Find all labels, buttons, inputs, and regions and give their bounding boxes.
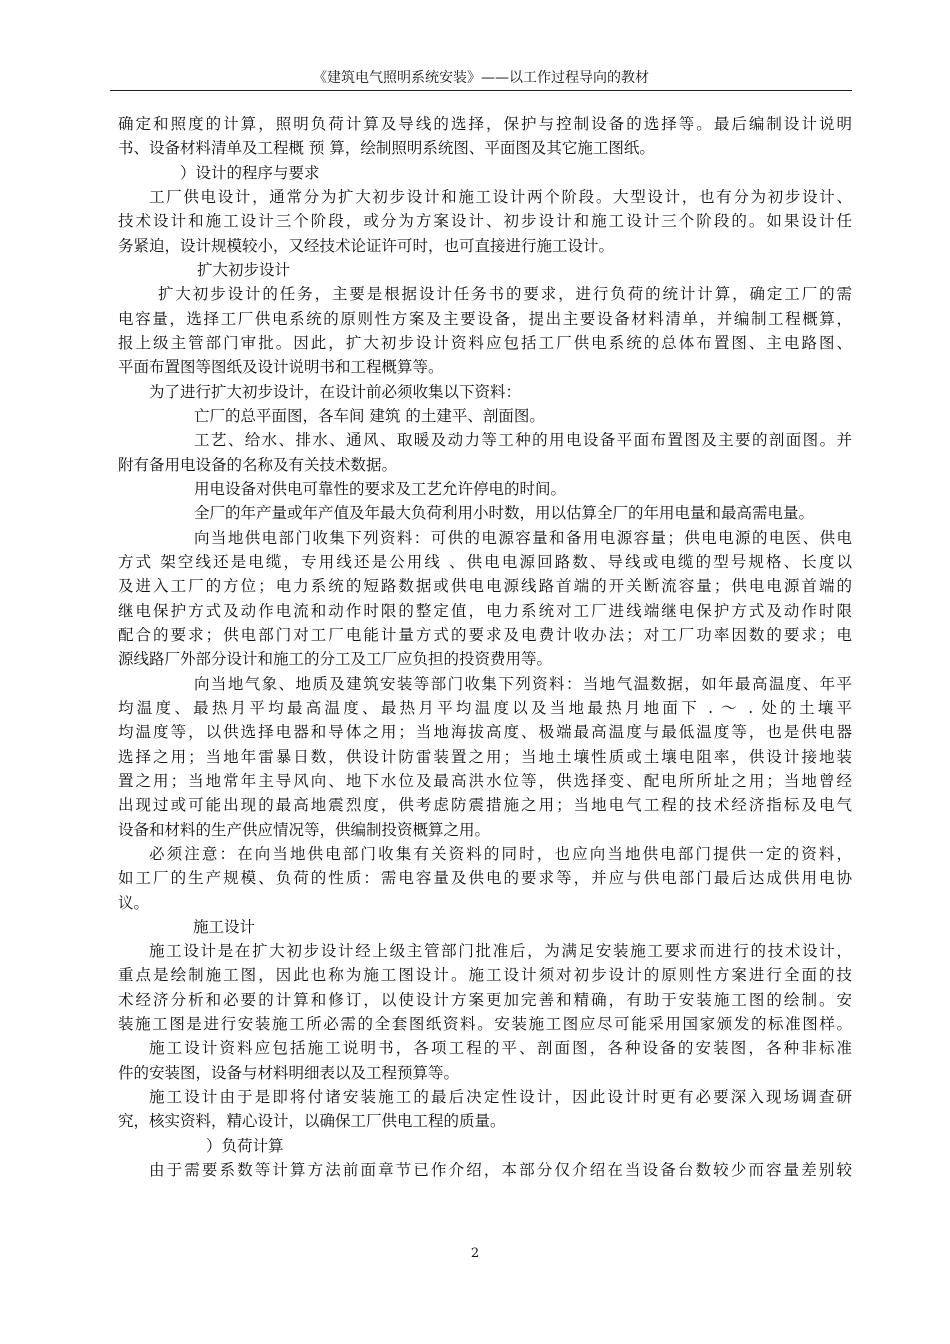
- list-item: 向当地气象、地质及建筑安装等部门收集下列资料：当地气温数据，如年最高温度、年平: [194, 674, 852, 693]
- text-line: 设备和材料的生产供应情况等，供编制投资概算之用。: [118, 820, 491, 839]
- text-line: 议。: [118, 893, 150, 912]
- text-line: 电容量，选择工厂供电系统的原则性方案及主要设备，提出主要设备材料清单，并编制工程概算，: [118, 309, 852, 328]
- text-line: 究，核实资料，精心设计，以确保工厂供电工程的质量。: [118, 1112, 506, 1131]
- text-line: 均温度、最热月平均最高温度、最热月平均温度以及当地最热月地面下 . ～ . 处的土壤平: [118, 698, 852, 717]
- text-line: 及进入工厂的方位；电力系统的短路数据或供电电源线路首端的开关断流容量；供电电源首端的: [118, 577, 852, 596]
- list-item: 全厂的年产量或年产值及年最大负荷利用小时数，用以估算全厂的年用电量和最高需电量。: [194, 504, 815, 523]
- text-line: 附有备用电设备的名称及有关技术数据。: [118, 455, 398, 474]
- list-item: 亡厂的总平面图，各车间 建筑 的土建平、剖面图。: [194, 406, 545, 425]
- text-line: 施工设计由于是即将付诸安装施工的最后决定性设计，因此设计时更有必要深入现场调查研: [149, 1088, 852, 1107]
- text-line: 务紧迫，设计规模较小，又经技术论证许可时，也可直接进行施工设计。: [118, 236, 615, 255]
- text-line: 方式 架空线还是电缆，专用线还是公用线 、供电电源回路数、导线或电缆的型号规格、长度以: [118, 552, 852, 571]
- text-line: 施工设计资料应包括施工说明书，各项工程的平、剖面图，各种设备的安装图，各种非标准: [149, 1039, 852, 1058]
- text-line: 配合的要求；供电部门对工厂电能计量方式的要求及电费计收办法；对工厂功率因数的要求；电: [118, 625, 852, 644]
- subsection-heading: 扩大初步设计: [197, 260, 291, 279]
- section-heading: ）负荷计算: [206, 1136, 284, 1155]
- list-item: 用电设备对供电可靠性的要求及工艺允许停电的时间。: [194, 479, 567, 498]
- list-item: 工艺、给水、排水、通风、取暖及动力等工种的用电设备平面布置图及主要的剖面图。并: [194, 431, 852, 450]
- text-line: 置之用；当地常年主导风向、地下水位及最高洪水位等，供选择变、配电所所址之用；当地曾经: [118, 771, 852, 790]
- list-item: 向当地供电部门收集下列资料：可供的电源容量和备用电源容量；供电电源的电医、供电: [194, 528, 852, 547]
- text-line: 重点是绘制施工图，因此也称为施工图设计。施工设计须对初步设计的原则性方案进行全面的技: [118, 966, 852, 985]
- section-heading: ）设计的程序与要求: [180, 163, 320, 182]
- body-text: [118, 112, 852, 1182]
- text-line: 技术设计和施工设计三个阶段，或分为方案设计、初步设计和施工设计三个阶段的。如果设计任: [118, 212, 852, 231]
- text-line: 装施工图是进行安装施工所必需的全套图纸资料。安装施工图应尽可能采用国家颁发的标准图样。: [118, 1015, 852, 1034]
- text-line: 扩大初步设计的任务，主要是根据设计任务书的要求，进行负荷的统计计算，确定工厂的需: [158, 285, 852, 304]
- text-line: 报上级主管部门审批。因此，扩大初步设计资料应包括工厂供电系统的总体布置图、主电路图、: [118, 333, 852, 352]
- page-number: 2: [470, 1246, 480, 1261]
- running-header: 《建筑电气照明系统安装》——以工作过程导向的教材: [110, 68, 852, 91]
- text-line: 工厂供电设计，通常分为扩大初步设计和施工设计两个阶段。大型设计，也有分为初步设计、: [149, 187, 852, 206]
- text-line: 源线路厂外部分设计和施工的分工及工厂应负担的投资费用等。: [118, 650, 553, 669]
- text-line: 出现过或可能出现的最高地震烈度，供考虑防震措施之用；当地电气工程的技术经济指标及电气: [118, 796, 852, 815]
- text-line: 施工设计是在扩大初步设计经上级主管部门批准后，为满足安装施工要求而进行的技术设计，: [149, 942, 852, 961]
- text-line: 件的安装图，设备与材料明细表以及工程预算等。: [118, 1063, 460, 1082]
- text-line: 继电保护方式及动作电流和动作时限的整定值，电力系统对工厂进线端继电保护方式及动作时限: [118, 601, 852, 620]
- text-line: 书、设备材料清单及工程概 预 算，绘制照明系统图、平面图及其它施工图纸。: [118, 139, 655, 158]
- text-line: 必须注意：在向当地供电部门收集有关资料的同时，也应向当地供电部门提供一定的资料，: [149, 844, 852, 863]
- text-line: 由于需要系数等计算方法前面章节已作介绍，本部分仅介绍在当设备台数较少而容量差别较: [149, 1161, 852, 1180]
- text-line: 如工厂的生产规模、负荷的性质：需电容量及供电的要求等，并应与供电部门最后达成供用电协: [118, 869, 852, 888]
- text-line: 术经济分析和必要的计算和修订，以使设计方案更加完善和精确，有助于安装施工图的绘制。安: [118, 990, 852, 1009]
- text-line: 确定和照度的计算，照明负荷计算及导线的选择，保护与控制设备的选择等。最后编制设计说明: [118, 115, 852, 133]
- text-line: 均温度等，以供选择电器和导体之用；当地海拔高度、极端最高温度与最低温度等，也是供电器: [118, 723, 852, 742]
- text-line: 选择之用；当地年雷暴日数，供设计防雷装置之用；当地土壤性质或土壤电阻率，供设计接地装: [118, 747, 852, 766]
- subsection-heading: 施工设计: [193, 917, 256, 936]
- text-line: 为了进行扩大初步设计，在设计前必须收集以下资料：: [149, 382, 522, 401]
- text-line: 平面布置图等图纸及设计说明书和工程概算等。: [118, 358, 444, 377]
